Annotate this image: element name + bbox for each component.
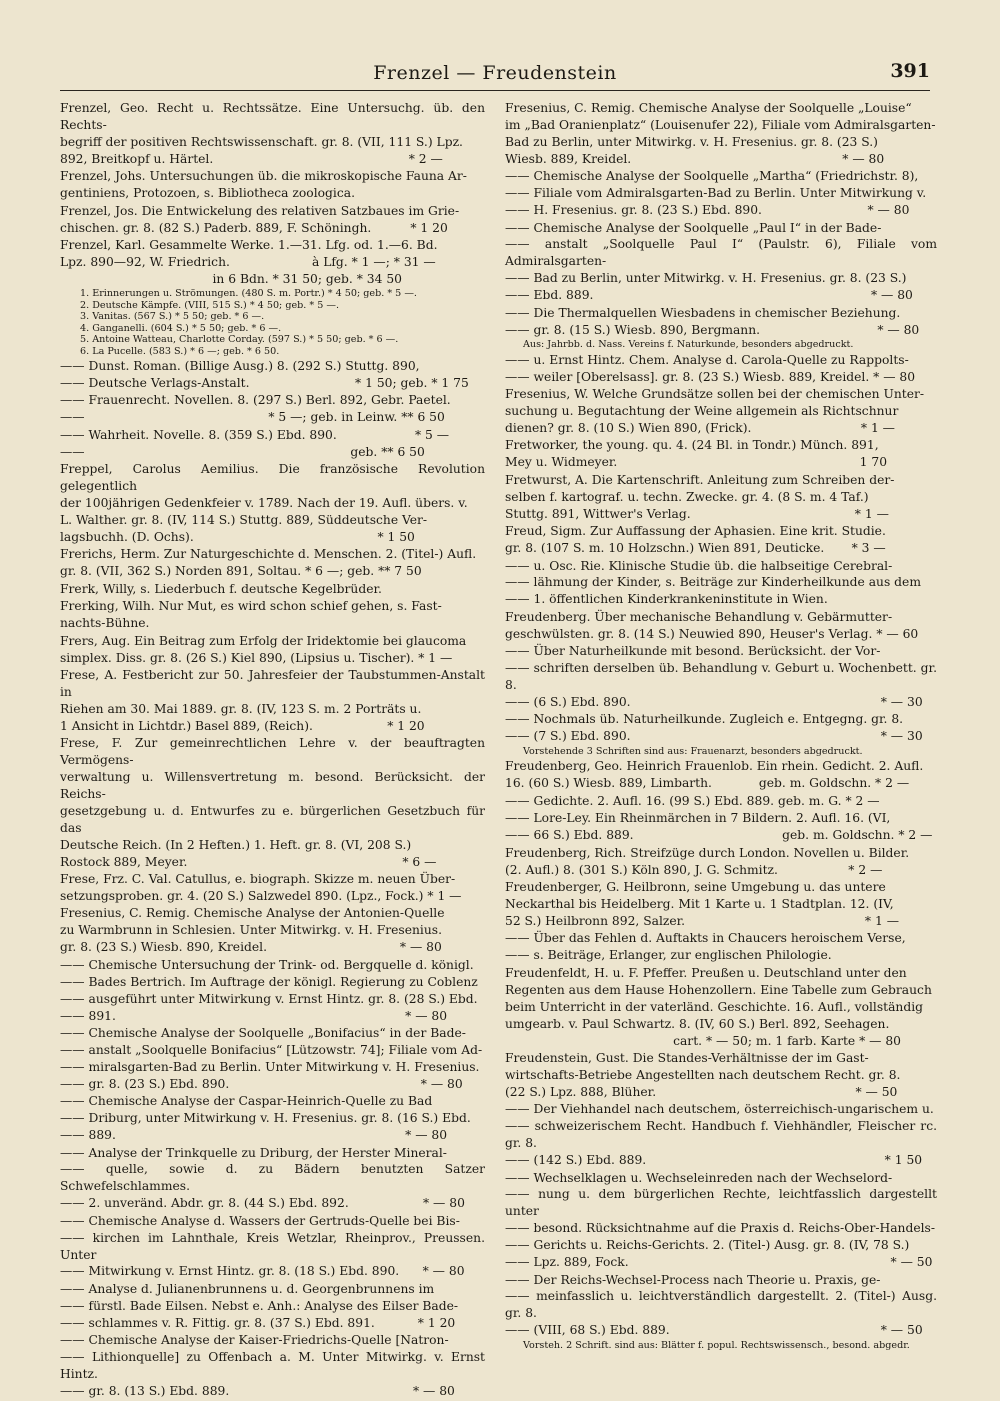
entry-line: 4. Ganganelli. (604 S.) * 5 50; geb. * 6 —. bbox=[80, 322, 282, 334]
entry-line: —— Der Reichs-Wechsel-Process nach Theorie u. Praxis, ge- bbox=[505, 1272, 937, 1289]
entry-line: Fresenius, C. Remig. Chemische Analyse der Soolquelle „Louise“ bbox=[505, 101, 912, 115]
entry-line: suchung u. Begutachtung der Weine allgemein als Richtschnur bbox=[505, 403, 899, 418]
entry-line: —— Mitwirkung v. Ernst Hintz. gr. 8. (18 S.) Ebd. 890. * — 80 bbox=[60, 1263, 485, 1280]
entry-line: —— fürstl. Bade Eilsen. Nebst e. Anh.: Analyse des Eilser Bade- bbox=[60, 1298, 485, 1315]
entry-line: —— Der Viehhandel nach deutschem, österreichisch-ungarischem u. bbox=[505, 1101, 937, 1118]
entry-line: gr. 8. (107 S. m. 10 Holzschn.) Wien 891, Deuticke. * 3 — bbox=[505, 541, 886, 555]
bibliography-entry bbox=[505, 220, 941, 305]
entry-line: —— Deutsche Verlags-Anstalt. * 1 50; geb. * 1 75 bbox=[60, 375, 485, 392]
entry-line: 52 S.) Heilbronn 892, Salzer. * 1 — bbox=[505, 913, 899, 928]
entry-line: 1. Erinnerungen u. Strömungen. (480 S. m. Portr.) * 4 50; geb. * 5 —. bbox=[80, 288, 417, 300]
entry-line: der 100jährigen Gedenkfeier v. 1789. Nach der 19. Aufl. übers. v. bbox=[60, 495, 468, 510]
right-column bbox=[505, 100, 941, 1352]
entry-line: —— meinfasslich u. leichtverständlich dargestellt. 2. (Titel-) Ausg. gr. 8. bbox=[505, 1288, 937, 1322]
bibliography-entry bbox=[505, 609, 937, 643]
entry-line: —— Bades Bertrich. Im Auftrage der königl. Regierung zu Coblenz bbox=[60, 974, 485, 991]
bibliographic-note bbox=[505, 1340, 937, 1352]
entry-line: —— u. Ernst Hintz. Chem. Analyse d. Carola-Quelle zu Rappolts- bbox=[505, 352, 937, 369]
entry-line: 5. Antoine Watteau, Charlotte Corday. (597 S.) * 5 50; geb. * 6 —. bbox=[80, 334, 399, 346]
entry-line: Frerk, Willy, s. Liederbuch f. deutsche Kegelbrüder. bbox=[60, 581, 382, 596]
entry-line: wirtschafts-Betriebe Angestellten nach deutschem Recht. gr. 8. bbox=[505, 1067, 901, 1082]
entry-line: —— H. Fresenius. gr. 8. (23 S.) Ebd. 890. * — 80 bbox=[505, 202, 937, 219]
bibliography-entry bbox=[505, 643, 941, 711]
bibliography-entry bbox=[505, 100, 937, 168]
entry-line: —— weiler [Oberelsass]. gr. 8. (23 S.) Wiesb. 889, Kreidel. * — 80 bbox=[505, 369, 937, 386]
bibliography-entry bbox=[60, 667, 489, 735]
entry-line: Frese, F. Zur gemeinrechtlichen Lehre v. der beauftragten Vermögens- bbox=[60, 736, 489, 768]
entry-line: Wiesb. 889, Kreidel. * — 80 bbox=[505, 151, 885, 166]
bibliography-entry bbox=[60, 1332, 489, 1400]
entry-line: Regenten aus dem Hause Hohenzollern. Eine Tabelle zum Gebrauch bbox=[505, 982, 932, 997]
entry-line: begriff der positiven Rechtswissenschaft. gr. 8. (VII, 111 S.) Lpz. bbox=[60, 134, 463, 149]
entry-line: umgearb. v. Paul Schwartz. 8. (IV, 60 S.) Berl. 892, Seehagen. bbox=[505, 1016, 890, 1031]
entry-line: setzungsproben. gr. 4. (20 S.) Salzwedel 890. (Lpz., Fock.) * 1 — bbox=[60, 888, 462, 903]
bibliography-entry bbox=[505, 558, 937, 609]
entry-line: Freppel, Carolus Aemilius. Die französische Revolution gelegentlich bbox=[60, 462, 489, 494]
entry-line: Freudenfeldt, H. u. F. Pfeffer. Preußen u. Deutschland unter den bbox=[505, 965, 907, 980]
entry-line: gentiniens, Protozoen, s. Bibliotheca zoologica. bbox=[60, 186, 355, 201]
entry-line: gr. 8. (VII, 362 S.) Norden 891, Soltau. * 6 —; geb. ** 7 50 bbox=[60, 564, 422, 579]
entry-line: Vorsteh. 2 Schrift. sind aus: Blätter f. popul. Rechtswissensch., besond. abgedr. bbox=[523, 1339, 910, 1351]
left-column bbox=[60, 100, 489, 1401]
entry-line: —— Chemische Analyse der Soolquelle „Martha“ (Friedrichstr. 8), bbox=[505, 168, 937, 185]
bibliography-entry bbox=[505, 386, 937, 437]
entry-line: zu Warmbrunn in Schlesien. Unter Mitwirkg. v. H. Fresenius. bbox=[60, 923, 442, 938]
page-header bbox=[60, 60, 930, 91]
entry-line: Frenzel, Karl. Gesammelte Werke. 1.—31. Lfg. od. 1.—6. Bd. bbox=[60, 238, 438, 253]
entry-line: Aus: Jahrbb. d. Nass. Vereins f. Naturkunde, besonders abgedruckt. bbox=[523, 339, 854, 351]
page-number: 391 bbox=[890, 60, 930, 82]
entry-line: cart. * — 50; m. 1 farb. Karte * — 80 bbox=[505, 1033, 902, 1048]
entry-line: chischen. gr. 8. (82 S.) Paderb. 889, F. Schöningh. * 1 20 bbox=[60, 220, 448, 235]
entry-line: —— lähmung der Kinder, s. Beiträge zur Kinderheilkunde aus dem bbox=[505, 574, 937, 591]
entry-line: —— * 5 —; geb. in Leinw. ** 6 50 bbox=[60, 409, 485, 426]
entry-line: Bad zu Berlin, unter Mitwirkg. v. H. Fresenius. gr. 8. (23 S.) bbox=[505, 134, 878, 149]
bibliography-entry bbox=[60, 735, 489, 870]
entry-line: —— quelle, sowie d. zu Bädern benutzten Satzer Schwefelschlammes. bbox=[60, 1161, 485, 1195]
entry-line: Fresenius, W. Welche Grundsätze sollen bei der chemischen Unter- bbox=[505, 387, 925, 402]
entry-line: —— Chemische Analyse d. Wassers der Gertruds-Quelle bei Bis- bbox=[60, 1213, 485, 1230]
entry-line: Frers, Aug. Ein Beitrag zum Erfolg der Iridektomie bei glaucoma bbox=[60, 633, 467, 648]
entry-line: —— Chemische Untersuchung der Trink- od. Bergquelle d. königl. bbox=[60, 957, 485, 974]
entry-line: 3. Vanitas. (567 S.) * 5 50; geb. * 6 —. bbox=[80, 311, 265, 323]
entry-line: (2. Aufl.) 8. (301 S.) Köln 890, J. G. Schmitz. * 2 — bbox=[505, 862, 883, 877]
entry-line: —— Frauenrecht. Novellen. 8. (297 S.) Berl. 892, Gebr. Paetel. bbox=[60, 392, 485, 409]
bibliography-entry bbox=[505, 930, 937, 964]
entry-line: Freudenberg, Geo. Heinrich Frauenlob. Ein rhein. Gedicht. 2. Aufl. bbox=[505, 759, 924, 774]
entry-line: —— u. Osc. Rie. Klinische Studie üb. die halbseitige Cerebral- bbox=[505, 558, 937, 575]
entry-line: —— Nochmals üb. Naturheilkunde. Zugleich e. Entgegng. gr. 8. bbox=[505, 711, 937, 728]
entry-line: —— 889. * — 80 bbox=[60, 1127, 485, 1144]
entry-line: —— Chemische Analyse der Soolquelle „Bonifacius“ in der Bade- bbox=[60, 1025, 485, 1042]
entry-line: Vorstehende 3 Schriften sind aus: Frauenarzt, besonders abgedruckt. bbox=[523, 745, 863, 757]
bibliography-entry bbox=[505, 758, 937, 792]
entry-line: —— Wechselklagen u. Wechseleinreden nach der Wechselord- bbox=[505, 1170, 937, 1187]
entry-line: —— geb. ** 6 50 bbox=[60, 444, 485, 461]
entry-line: Freudenberg. Über mechanische Behandlung v. Gebärmutter- bbox=[505, 609, 893, 624]
bibliography-entry bbox=[505, 168, 937, 219]
entry-line: Frerking, Wilh. Nur Mut, es wird schon schief gehen, s. Fast- bbox=[60, 599, 442, 614]
entry-line: lagsbuchh. (D. Ochs). * 1 50 bbox=[60, 529, 415, 544]
bibliography-entry bbox=[505, 793, 937, 810]
entry-line: (22 S.) Lpz. 888, Blüher. * — 50 bbox=[505, 1084, 898, 1099]
bibliography-entry bbox=[60, 1145, 489, 1213]
bibliography-entry bbox=[60, 1213, 489, 1281]
entry-line: —— Chemische Analyse der Kaiser-Friedrichs-Quelle [Natron- bbox=[60, 1332, 485, 1349]
entry-line: Deutsche Reich. (In 2 Heften.) 1. Heft. gr. 8. (VI, 208 S.) bbox=[60, 837, 412, 852]
entry-line: Rostock 889, Meyer. * 6 — bbox=[60, 854, 437, 869]
entry-line: —— gr. 8. (13 S.) Ebd. 889. * — 80 bbox=[60, 1383, 485, 1400]
entry-line: gesetzgebung u. d. Entwurfes zu e. bürgerlichen Gesetzbuch für das bbox=[60, 803, 489, 835]
bibliography-entry bbox=[505, 1170, 941, 1271]
entry-line: gr. 8. (23 S.) Wiesb. 890, Kreidel. * — 80 bbox=[60, 940, 442, 955]
bibliography-entry bbox=[60, 203, 485, 237]
entry-line: 1 Ansicht in Lichtdr.) Basel 889, (Reich). * 1 20 bbox=[60, 718, 425, 733]
entry-line: —— gr. 8. (23 S.) Ebd. 890. * — 80 bbox=[60, 1076, 485, 1093]
entry-line: 16. (60 S.) Wiesb. 889, Limbarth. geb. m. Goldschn. * 2 — bbox=[505, 776, 910, 791]
entry-line: —— 2. unveränd. Abdr. gr. 8. (44 S.) Ebd. 892. * — 80 bbox=[60, 1195, 485, 1212]
entry-line: —— Driburg, unter Mitwirkung v. H. Fresenius. gr. 8. (16 S.) Ebd. bbox=[60, 1110, 485, 1127]
entry-line: Freud, Sigm. Zur Auffassung der Aphasien. Eine krit. Studie. bbox=[505, 524, 886, 539]
bibliography-entry bbox=[60, 392, 485, 426]
entry-line: —— Lore-Ley. Ein Rheinmärchen in 7 Bildern. 2. Aufl. 16. (VI, bbox=[505, 810, 937, 827]
entry-line: —— kirchen im Lahnthale, Kreis Wetzlar, Rheinprov., Preussen. Unter bbox=[60, 1230, 485, 1264]
bibliography-entry bbox=[60, 546, 485, 580]
entry-line: dienen? gr. 8. (10 S.) Wien 890, (Frick). * 1 — bbox=[505, 420, 895, 435]
entry-line: —— Dunst. Roman. (Billige Ausg.) 8. (292 S.) Stuttg. 890, bbox=[60, 358, 485, 375]
entry-line: nachts-Bühne. bbox=[60, 616, 150, 631]
entry-line: Neckarthal bis Heidelberg. Mit 1 Karte u. 1 Stadtplan. 12. (IV, bbox=[505, 897, 894, 912]
bibliography-entry bbox=[60, 633, 485, 667]
entry-line: —— 891. * — 80 bbox=[60, 1008, 485, 1025]
bibliography-entry bbox=[505, 810, 937, 844]
bibliographic-note bbox=[505, 746, 937, 758]
entry-line: beim Unterricht in der vaterländ. Geschichte. 16. Aufl., vollständig bbox=[505, 999, 924, 1014]
entry-line: Fresenius, C. Remig. Chemische Analyse der Antonien-Quelle bbox=[60, 906, 445, 921]
bibliography-entry bbox=[505, 305, 937, 339]
entry-line: —— miralsgarten-Bad zu Berlin. Unter Mitwirkung v. H. Fresenius. bbox=[60, 1059, 485, 1076]
entry-line: 6. La Pucelle. (583 S.) * 6 —; geb. * 6 50. bbox=[80, 345, 280, 357]
entry-line: —— Über das Fehlen d. Auftakts in Chaucers heroischem Verse, bbox=[505, 930, 937, 947]
entry-line: Frerichs, Herm. Zur Naturgeschichte d. Menschen. 2. (Titel-) Aufl. bbox=[60, 547, 477, 562]
entry-line: —— ausgeführt unter Mitwirkung v. Ernst Hintz. gr. 8. (28 S.) Ebd. bbox=[60, 991, 485, 1008]
entry-line: —— (VIII, 68 S.) Ebd. 889. * — 50 bbox=[505, 1322, 937, 1339]
entry-line: selben f. kartograf. u. techn. Zwecke. gr. 4. (8 S. m. 4 Taf.) bbox=[505, 489, 869, 504]
entry-line: —— Chemische Analyse der Caspar-Heinrich-Quelle zu Bad bbox=[60, 1093, 485, 1110]
entry-line: Freudenberger, G. Heilbronn, seine Umgebung u. das untere bbox=[505, 880, 886, 895]
bibliography-entry bbox=[60, 1093, 485, 1144]
entry-line: —— schlammes v. R. Fittig. gr. 8. (37 S.) Ebd. 891. * 1 20 bbox=[60, 1315, 485, 1332]
entry-line: —— Ebd. 889. * — 80 bbox=[505, 287, 937, 304]
entry-line: Fretworker, the young. qu. 4. (24 Bl. in Tondr.) Münch. 891, bbox=[505, 438, 879, 453]
entry-line: —— (7 S.) Ebd. 890. * — 30 bbox=[505, 728, 937, 745]
entry-line: —— schweizerischem Recht. Handbuch f. Viehhändler, Fleischer rc. gr. 8. bbox=[505, 1118, 937, 1152]
entry-line: Frenzel, Jos. Die Entwickelung des relativen Satzbaues im Grie- bbox=[60, 203, 460, 218]
bibliography-entry bbox=[505, 1272, 941, 1340]
entry-line: simplex. Diss. gr. 8. (26 S.) Kiel 890, (Lipsius u. Tischer). * 1 — bbox=[60, 650, 453, 665]
bibliography-entry bbox=[60, 100, 489, 168]
entry-line: Frenzel, Johs. Untersuchungen üb. die mikroskopische Fauna Ar- bbox=[60, 169, 467, 184]
bibliography-entry bbox=[505, 1101, 941, 1169]
volume-list bbox=[60, 288, 485, 357]
entry-line: —— Die Thermalquellen Wiesbadens in chemischer Beziehung. bbox=[505, 305, 937, 322]
running-title: Frenzel — Freudenstein bbox=[373, 62, 617, 84]
entry-line: —— schriften derselben üb. Behandlung v. Geburt u. Wochenbett. gr. 8. bbox=[505, 660, 937, 694]
entry-line: —— besond. Rücksichtnahme auf die Praxis d. Reichs-Ober-Handels- bbox=[505, 1220, 937, 1237]
bibliography-entry bbox=[60, 598, 485, 632]
entry-line: —— gr. 8. (15 S.) Wiesb. 890, Bergmann. * — 80 bbox=[505, 322, 937, 339]
entry-line: in 6 Bdn. * 31 50; geb. * 34 50 bbox=[60, 271, 403, 286]
entry-line: L. Walther. gr. 8. (IV, 114 S.) Stuttg. 889, Süddeutsche Ver- bbox=[60, 512, 428, 527]
bibliography-entry bbox=[505, 472, 937, 523]
bibliography-entry bbox=[60, 237, 485, 288]
bibliography-entry bbox=[60, 1025, 485, 1093]
entry-line: —— Über Naturheilkunde mit besond. Berücksicht. der Vor- bbox=[505, 643, 937, 660]
entry-line: Fretwurst, A. Die Kartenschrift. Anleitung zum Schreiben der- bbox=[505, 472, 895, 487]
entry-line: Riehen am 30. Mai 1889. gr. 8. (IV, 123 S. m. 2 Porträts u. bbox=[60, 701, 422, 716]
entry-line: Frenzel, Geo. Recht u. Rechtssätze. Eine Untersuchg. üb. den Rechts- bbox=[60, 101, 489, 132]
entry-line: im „Bad Oranienplatz“ (Louisenufer 22), Filiale vom Admiralsgarten- bbox=[505, 117, 936, 132]
entry-line: —— Wahrheit. Novelle. 8. (359 S.) Ebd. 890. * 5 — bbox=[60, 427, 485, 444]
bibliography-entry bbox=[505, 965, 937, 1050]
entry-line: —— Lpz. 889, Fock. * — 50 bbox=[505, 1254, 937, 1271]
bibliography-entry bbox=[60, 905, 485, 956]
bibliography-entry bbox=[505, 845, 937, 879]
entry-line: —— 66 S.) Ebd. 889. geb. m. Goldschn. * 2 — bbox=[505, 827, 937, 844]
entry-line: —— Analyse der Trinkquelle zu Driburg, der Herster Mineral- bbox=[60, 1145, 485, 1162]
bibliography-entry bbox=[505, 711, 937, 745]
bibliography-entry bbox=[505, 352, 937, 386]
entry-line: Frese, Frz. C. Val. Catullus, e. biograph. Skizze m. neuen Über- bbox=[60, 872, 456, 887]
bibliographic-note bbox=[505, 339, 937, 351]
entry-line: —— Analyse d. Julianenbrunnens u. d. Georgenbrunnens im bbox=[60, 1281, 485, 1298]
entry-line: —— anstalt „Soolquelle Paul I“ (Paulstr. 6), Filiale vom Admiralsgarten- bbox=[505, 236, 937, 270]
bibliography-entry bbox=[505, 1050, 937, 1101]
entry-line: geschwülsten. gr. 8. (14 S.) Neuwied 890, Heuser's Verlag. * — 60 bbox=[505, 626, 919, 641]
bibliography-entry bbox=[60, 1281, 485, 1332]
entry-line: Freudenberg, Rich. Streifzüge durch London. Novellen u. Bilder. bbox=[505, 845, 910, 860]
entry-line: Lpz. 890—92, W. Friedrich. à Lfg. * 1 —; * 31 — bbox=[60, 254, 436, 269]
entry-line: —— anstalt „Soolquelle Bonifacius“ [Lützowstr. 74]; Filiale vom Ad- bbox=[60, 1042, 485, 1059]
entry-line: —— Filiale vom Admiralsgarten-Bad zu Berlin. Unter Mitwirkung v. bbox=[505, 185, 937, 202]
entry-line: —— Gedichte. 2. Aufl. 16. (99 S.) Ebd. 889. geb. m. G. * 2 — bbox=[505, 793, 937, 810]
bibliography-entry bbox=[60, 461, 489, 546]
entry-line: —— Bad zu Berlin, unter Mitwirkg. v. H. Fresenius. gr. 8. (23 S.) bbox=[505, 270, 937, 287]
entry-line: Stuttg. 891, Wittwer's Verlag. * 1 — bbox=[505, 506, 889, 521]
entry-line: —— (142 S.) Ebd. 889. * 1 50 bbox=[505, 1152, 937, 1169]
bibliography-entry bbox=[60, 957, 485, 1025]
entry-line: 892, Breitkopf u. Härtel. * 2 — bbox=[60, 151, 443, 166]
entry-line: verwaltung u. Willensvertretung m. besond. Berücksicht. der Reichs- bbox=[60, 770, 489, 801]
bibliography-entry bbox=[60, 168, 485, 202]
entry-line: —— Chemische Analyse der Soolquelle „Paul I“ in der Bade- bbox=[505, 220, 937, 237]
entry-line: Freudenstein, Gust. Die Standes-Verhältnisse der im Gast- bbox=[505, 1051, 869, 1065]
entry-line: —— Gerichts u. Reichs-Gerichts. 2. (Titel-) Ausg. gr. 8. (IV, 78 S.) bbox=[505, 1237, 937, 1254]
entry-line: —— Lithionquelle] zu Offenbach a. M. Unter Mitwirkg. v. Ernst Hintz. bbox=[60, 1349, 485, 1383]
entry-line: Mey u. Widmeyer. 1 70 bbox=[505, 455, 888, 470]
bibliography-entry bbox=[60, 358, 485, 392]
bibliography-entry bbox=[60, 427, 485, 461]
bibliography-entry bbox=[505, 523, 937, 557]
entry-line: Frese, A. Festbericht zur 50. Jahresfeier der Taubstummen-Anstalt in bbox=[60, 668, 489, 699]
bibliography-entry bbox=[60, 871, 485, 905]
bibliography-entry bbox=[505, 879, 937, 930]
entry-line: 2. Deutsche Kämpfe. (VIII, 515 S.) * 4 50; geb. * 5 —. bbox=[80, 299, 340, 311]
bibliography-entry bbox=[505, 437, 937, 471]
bibliography-entry bbox=[60, 581, 485, 598]
entry-line: —— s. Beiträge, Erlanger, zur englischen Philologie. bbox=[505, 947, 937, 964]
entry-line: —— (6 S.) Ebd. 890. * — 30 bbox=[505, 694, 937, 711]
entry-line: —— 1. öffentlichen Kinderkrankeninstitute in Wien. bbox=[505, 591, 937, 608]
entry-line: —— nung u. dem bürgerlichen Rechte, leichtfasslich dargestellt unter bbox=[505, 1186, 937, 1220]
